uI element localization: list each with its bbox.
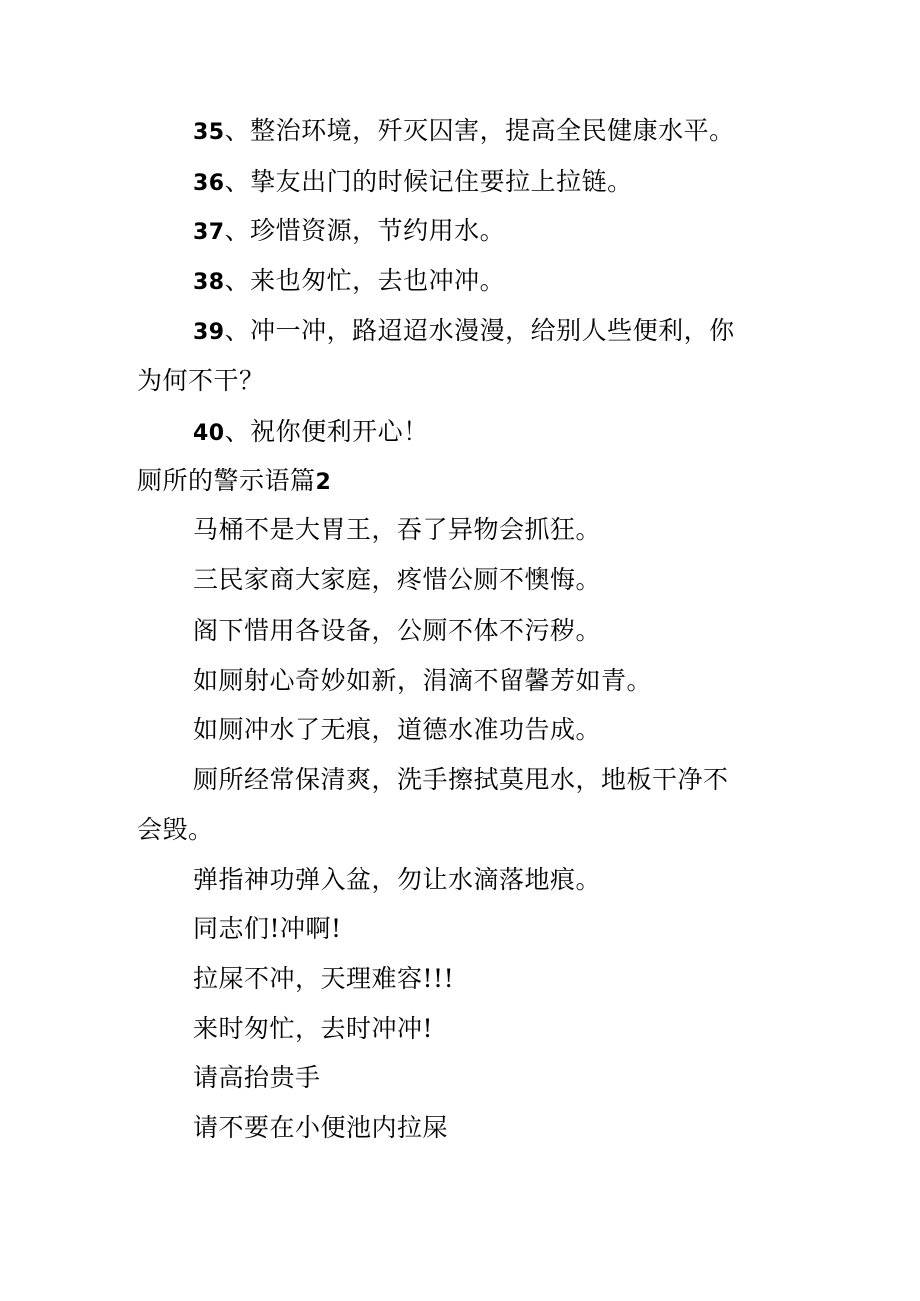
item-number: 38 <box>193 270 225 295</box>
numbered-item-39 <box>0 314 920 350</box>
item-text: 珍惜资源，节约用水。 <box>250 216 506 245</box>
item-number: 36 <box>193 171 225 196</box>
item-text: 挚友出门的时候记住要拉上拉链。 <box>250 167 633 196</box>
item-number: 39 <box>193 320 225 345</box>
item-text: 冲一冲，路迢迢水漫漫，给别人些便利，你 <box>250 316 735 345</box>
numbered-item-40 <box>0 415 920 451</box>
item-number: 35 <box>193 120 225 145</box>
section-heading-number: 2 <box>315 470 332 495</box>
slogan-line: 弹指神功弹入盆，勿让水滴落地痕。 <box>193 865 602 894</box>
section-heading <box>0 464 920 500</box>
slogan-line: 请高抬贵手 <box>193 1063 321 1092</box>
item-text: 祝你便利开心！ <box>250 417 429 446</box>
item-number: 40 <box>193 421 225 446</box>
item-separator: 、 <box>224 216 251 245</box>
slogan-line: 同志们!冲啊! <box>193 914 342 943</box>
slogan-line: 如厕射心奇妙如新，涓滴不留馨芳如青。 <box>193 666 653 695</box>
slogan-line: 阁下惜用各设备，公厕不体不污秽。 <box>193 616 602 645</box>
section-heading-text: 厕所的警示语篇 <box>137 466 316 495</box>
slogan-line: 马桶不是大胃王，吞了异物会抓狂。 <box>193 515 602 544</box>
slogan-line: 三民家商大家庭，疼惜公厕不懊悔。 <box>193 565 602 594</box>
item-separator: 、 <box>224 116 251 145</box>
numbered-item-36 <box>0 165 920 201</box>
numbered-item-37 <box>0 214 920 250</box>
slogan-line: 如厕冲水了无痕，道德水准功告成。 <box>193 715 602 744</box>
item-separator: 、 <box>224 417 251 446</box>
slogan-line: 厕所经常保清爽，洗手擦拭莫甩水，地板干净不 <box>193 765 729 794</box>
numbered-item-35 <box>0 114 920 150</box>
slogan-line-continuation: 会毁。 <box>137 815 214 844</box>
slogan-line: 来时匆忙，去时冲冲! <box>193 1014 434 1043</box>
numbered-item-38 <box>0 264 920 300</box>
item-number: 37 <box>193 220 225 245</box>
item-separator: 、 <box>224 266 251 295</box>
item-text: 整治环境，歼灭囚害，提高全民健康水平。 <box>250 116 735 145</box>
item-text: 来也匆忙，去也冲冲。 <box>250 266 506 295</box>
slogan-line: 请不要在小便池内拉屎 <box>193 1113 449 1142</box>
slogan-line: 拉屎不冲，天理难容!!! <box>193 964 455 993</box>
numbered-item-39-continuation: 为何不干？ <box>137 366 265 395</box>
item-separator: 、 <box>224 316 251 345</box>
item-separator: 、 <box>224 167 251 196</box>
